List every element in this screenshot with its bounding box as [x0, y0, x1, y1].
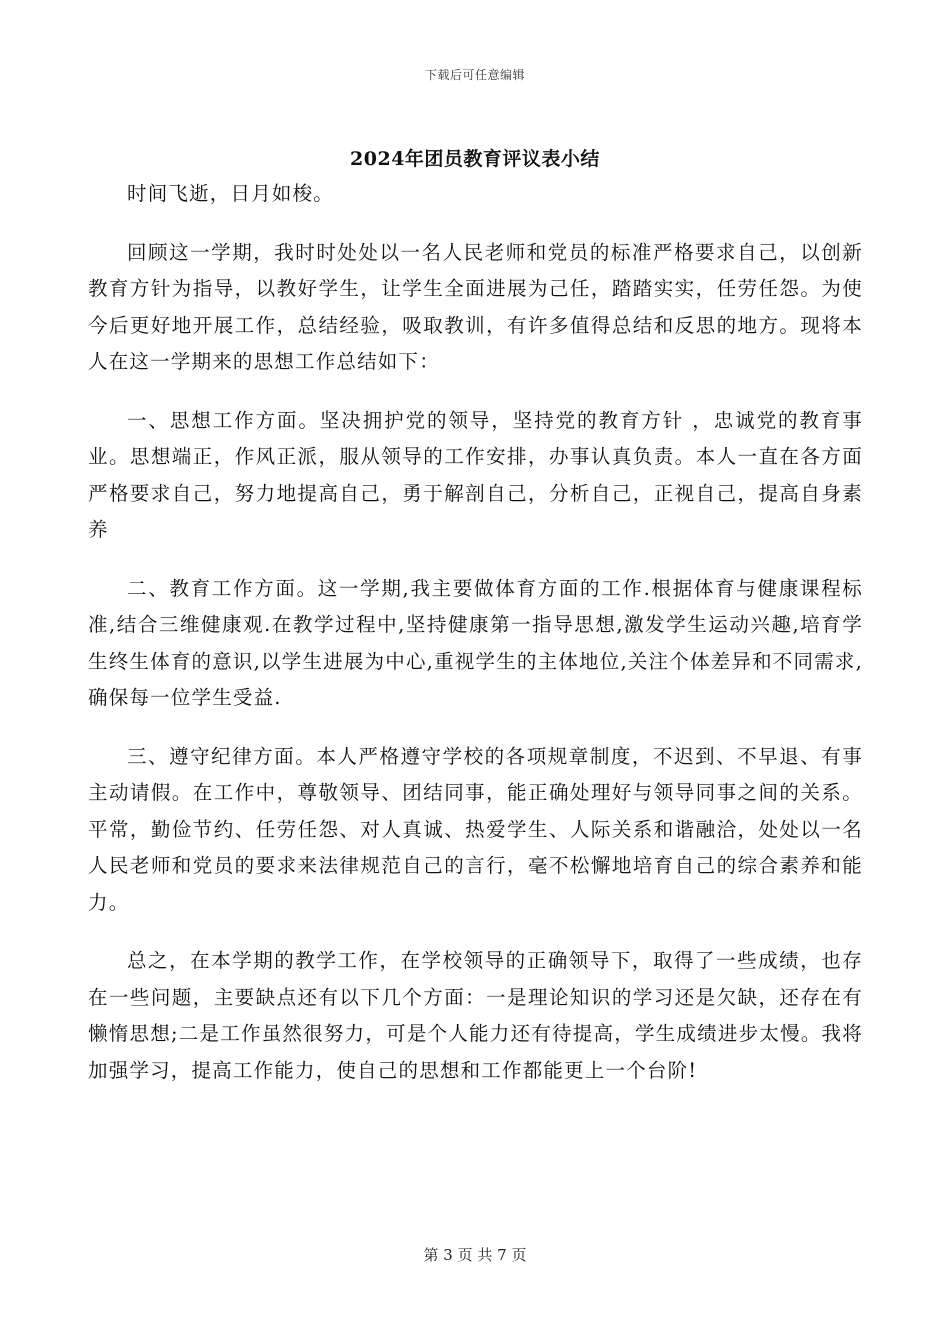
page-number: 第 3 页 共 7 页	[423, 1246, 527, 1264]
paragraph-education: 二、教育工作方面。这一学期,我主要做体育方面的工作.根据体育与健康课程标准,结合三维健康观.在教学过程中,坚持健康第一指导思想,激发学生运动兴趣,培育学生终生体育的意识,以学生进展为中心,重视学生的主体地位,关注个体差异和不同需求,确保每一位学生受益.	[88, 576, 863, 709]
header-note: 下载后可任意编辑	[424, 68, 525, 82]
paragraph-intro: 时间飞逝，日月如梭。	[127, 182, 335, 205]
paragraph-review: 回顾这一学期，我时时处处以一名人民老师和党员的标准严格要求自己，以创新教育方针为指导，以教好学生，让学生全面进展为己任，踏踏实实，任劳任怨。为使今后更好地开展工作，总结经验，吸取教训，有许多值得总结和反思的地方。现将本人在这一学期来的思想工作总结如下：	[88, 240, 863, 373]
document-title: 2024年团员教育评议表小结	[350, 148, 600, 170]
paragraph-ideology: 一、思想工作方面。坚决拥护党的领导，坚持党的教育方针 ，忠诚党的教育事业。思想端正，作风正派，服从领导的工作安排，办事认真负责。本人一直在各方面严格要求自己，努力地提高自己，勇于解剖自己，分析自己，正视自己，提高自身素养	[88, 408, 863, 541]
paragraph-discipline: 三、遵守纪律方面。本人严格遵守学校的各项规章制度，不迟到、不早退、有事主动请假。在工作中，尊敬领导、团结同事，能正确处理好与领导同事之间的关系。平常，勤俭节约、任劳任怨、对人真诚、热爱学生、人际关系和谐融洽，处处以一名人民老师和党员的要求来法律规范自己的言行，毫不松懈地培育自己的综合素养和能力。	[88, 744, 863, 914]
document-body	[88, 170, 863, 1111]
paragraph-conclusion: 总之，在本学期的教学工作，在学校领导的正确领导下，取得了一些成绩，也存在一些问题，主要缺点还有以下几个方面：一是理论知识的学习还是欠缺，还存在有懒惰思想;二是工作虽然很努力，可是个人能力还有待提高，学生成绩进步太慢。我将加强学习，提高工作能力，使自己的思想和工作都能更上一个台阶!	[88, 949, 863, 1082]
